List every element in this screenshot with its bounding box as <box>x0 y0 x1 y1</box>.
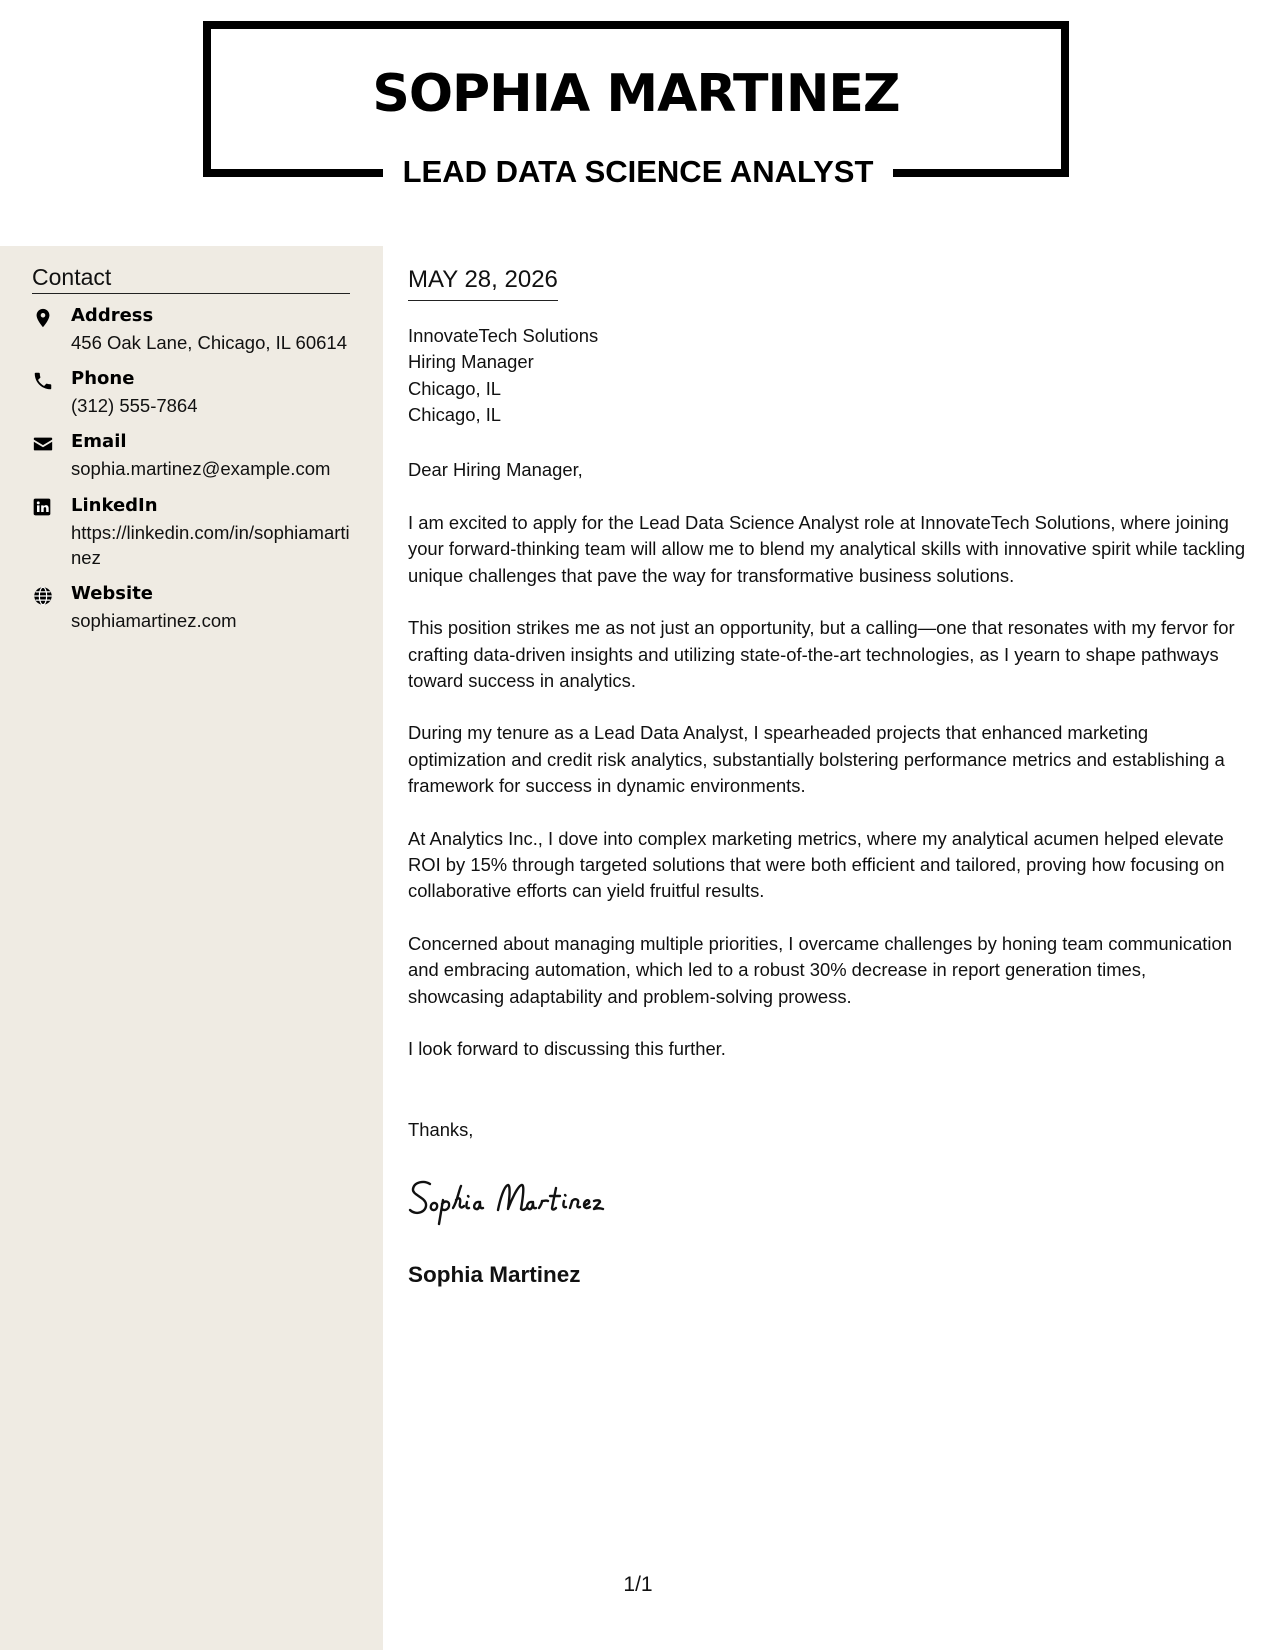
location-pin-icon <box>32 307 56 329</box>
header-frame-bottom-left <box>203 169 383 177</box>
body-paragraph: Concerned about managing multiple priorities, I overcame challenges by honing team communication and embracing automation, which led to a robust 30% decrease in report generation times, showcasing adaptability and problem-solving prowess. <box>408 932 1232 1007</box>
contact-label: Email <box>71 431 127 452</box>
body-paragraph: I look forward to discussing this further. <box>408 1038 726 1060</box>
contact-label: Website <box>71 583 154 604</box>
closing: Thanks, <box>408 1119 474 1140</box>
contact-value[interactable]: sophiamartinez.com <box>71 610 237 631</box>
greeting: Dear Hiring Manager, <box>408 459 583 480</box>
globe-icon <box>32 585 56 607</box>
linkedin-icon <box>32 497 56 519</box>
contact-value: 456 Oak Lane, Chicago, IL 60614 <box>71 332 347 353</box>
recipient-line: Chicago, IL <box>408 404 502 426</box>
contact-label: Phone <box>71 368 135 389</box>
recipient-block <box>408 323 1246 429</box>
handwritten-signature <box>406 1170 676 1230</box>
header-frame-bottom-right <box>893 169 1069 177</box>
letter-body <box>408 510 1246 1089</box>
contact-value[interactable]: https://linkedin.com/in/sophiamartinez <box>71 522 350 568</box>
signer-name: Sophia Martinez <box>408 1262 581 1287</box>
body-paragraph: During my tenure as a Lead Data Analyst, I spearheaded projects that enhanced marketing optimization and credit risk analytics, substantially bolstering performance metrics and establishing a framework for success in dynamic environments. <box>408 722 1225 797</box>
recipient-line: Chicago, IL <box>408 377 502 399</box>
contact-heading: Contact <box>32 262 350 294</box>
body-paragraph: At Analytics Inc., I dove into complex marketing metrics, where my analytical acumen helped elevate ROI by 15% through targeted solutions that were both efficient and tailored, proving how focusing on collaborative efforts can yield fruitful results. <box>408 827 1225 902</box>
contact-value[interactable]: sophia.martinez@example.com <box>71 458 331 479</box>
recipient-line: InnovateTech Solutions <box>408 325 599 346</box>
envelope-icon <box>32 433 56 455</box>
phone-icon <box>32 370 56 392</box>
body-paragraph: This position strikes me as not just an opportunity, but a calling—one that resonates with my fervor for crafting data-driven insights and utilizing state-of-the-art technologies, as I yearn to shape pathways toward success in analytics. <box>408 617 1235 692</box>
job-title: LEAD DATA SCIENCE ANALYST <box>402 154 874 189</box>
contact-label: Address <box>71 305 154 326</box>
contact-value: (312) 555-7864 <box>71 395 198 416</box>
body-paragraph: I am excited to apply for the Lead Data Science Analyst role at InnovateTech Solutions, where joining your forward-thinking team will allow me to blend my analytical skills with innovative spirit while tackling unique challenges that pave the way for transformative business solutions. <box>408 512 1246 586</box>
letter-date: MAY 28, 2026 <box>408 264 558 301</box>
page-number: 1/1 <box>623 1573 653 1596</box>
contact-label: LinkedIn <box>71 495 158 516</box>
recipient-line: Hiring Manager <box>408 351 534 373</box>
applicant-name: SOPHIA MARTINEZ <box>372 64 900 124</box>
